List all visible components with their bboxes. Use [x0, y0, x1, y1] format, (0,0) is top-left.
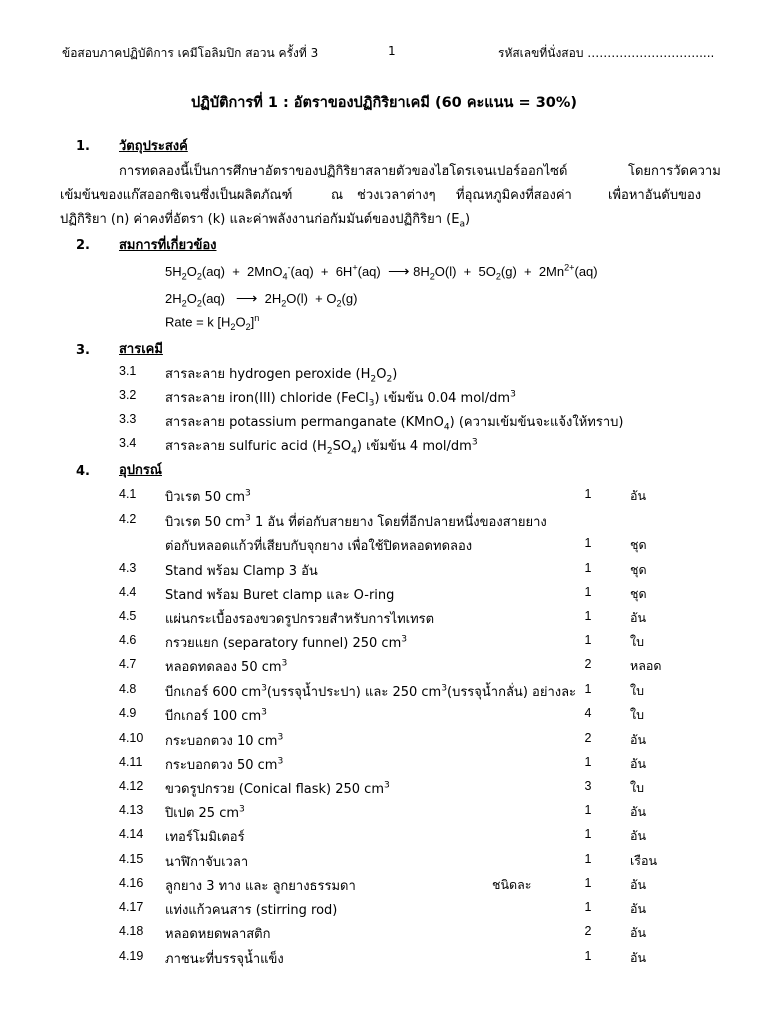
equipment-unit: ชุด	[630, 537, 647, 552]
equipment-unit: อัน	[630, 925, 647, 940]
section-3-number: 3.	[76, 343, 90, 358]
equipment-index: 4.18	[119, 924, 144, 938]
equipment-unit: ใบ	[630, 707, 645, 722]
equipment-index: 4.1	[119, 487, 137, 501]
equipment-quantity: 1	[584, 585, 592, 599]
equipment-unit: อัน	[630, 901, 647, 916]
equipment-name: นาฬิกาจับเวลา	[165, 855, 249, 870]
equipment-quantity: 1	[584, 876, 592, 890]
equipment-index: 4.4	[119, 585, 137, 599]
objective-line-3: ปฏิกิริยา (n) ค่าคงที่อัตรา (k) และค่าพลังงานก่อกัมมันต์ของปฏิกิริยา $(E_a)$	[60, 212, 471, 230]
equipment-index: 4.19	[119, 949, 144, 963]
equipment-index: 4.2	[119, 512, 137, 526]
equipment-index: 4.16	[119, 876, 144, 890]
chemical-index: 3.1	[119, 364, 137, 378]
equipment-index: 4.15	[119, 852, 144, 866]
equipment-name: แท่งแก้วคนสาร (stirring rod)	[165, 903, 338, 918]
equipment-quantity: 1	[584, 487, 592, 501]
equipment-unit: อัน	[630, 488, 647, 503]
equipment-each-label: ชนิดละ	[492, 877, 532, 892]
equipment-quantity: 1	[584, 633, 592, 647]
equipment-unit: อัน	[630, 756, 647, 771]
equipment-unit: ชุด	[630, 586, 647, 601]
equipment-name: หลอดหยดพลาสติก	[165, 927, 271, 942]
objective-line-1a: การทดลองนี้เป็นการศึกษาอัตราของปฏิกิริยาสลายตัวของไฮโดรเจนเปอร์ออกไซด์	[119, 164, 568, 179]
rate-law: Rate = k $[H_2O_2]^n$	[165, 313, 260, 332]
equation-permanganate: $5H_2O_2(aq) + 2MnO_4^-(aq) + 6H^+(aq)$ ⟶ $8H_2O(l) + 5O_2(g) + 2Mn^{2+}(aq)$	[165, 262, 598, 282]
chemical-index: 3.3	[119, 412, 137, 426]
objective-line-2e: เพื่อหาอันดับของ	[608, 188, 702, 203]
equipment-unit: อัน	[630, 804, 647, 819]
equipment-index: 4.5	[119, 609, 137, 623]
equipment-quantity: 1	[584, 900, 592, 914]
equipment-name: ขวดรูปกรวย (Conical flask) 250 $cm^3$	[165, 780, 390, 797]
equipment-name: ภาชนะที่บรรจุน้ำแข็ง	[165, 952, 284, 967]
equipment-index: 4.9	[119, 706, 137, 720]
equipment-index: 4.7	[119, 657, 137, 671]
equipment-quantity: 1	[584, 852, 592, 866]
equipment-name: เทอร์โมมิเตอร์	[165, 830, 245, 845]
equipment-unit: หลอด	[630, 658, 662, 673]
section-2-heading: สมการที่เกี่ยวข้อง	[119, 238, 217, 253]
equipment-quantity: 2	[584, 924, 592, 938]
equipment-unit: เรือน	[630, 853, 658, 868]
equipment-name: ลูกยาง 3 ทาง และ ลูกยางธรรมดา	[165, 879, 356, 894]
objective-line-2d: ที่อุณหภูมิคงที่สองค่า	[456, 188, 572, 203]
equipment-name: บิวเรต 50 $cm^3$ 1 อัน ที่ต่อกับสายยาง โดยที่อีกปลายหนึ่งของสายยาง	[165, 513, 547, 530]
equipment-unit: ใบ	[630, 634, 645, 649]
equipment-name: แผ่นกระเบื้องรองขวดรูปกรวยสำหรับการไทเทรต	[165, 612, 435, 627]
equipment-name: บีกเกอร์ 100 $cm^3$	[165, 707, 267, 724]
equipment-unit: ใบ	[630, 780, 645, 795]
equipment-name: บิวเรต 50 $cm^3$	[165, 488, 251, 505]
chemical-index: 3.4	[119, 436, 137, 450]
equipment-quantity: 1	[584, 803, 592, 817]
chemical-item: สารละลาย iron(III) chloride (FeCl$_3$) เข้มข้น 0.04 mol/$dm^3$	[165, 389, 516, 409]
equipment-unit: ชุด	[630, 562, 647, 577]
equipment-unit: อัน	[630, 877, 647, 892]
objective-line-2b: ณ	[331, 188, 344, 203]
chemical-item: สารละลาย hydrogen peroxide $(H_2O_2)$	[165, 367, 398, 385]
chemical-item: สารละลาย potassium permanganate (KMnO$_4$) (ความเข้มข้นจะแจ้งให้ทราบ)	[165, 415, 624, 433]
header-seat-number: รหัสเลขที่นั่งสอบ ……………………….....	[498, 46, 715, 60]
equipment-quantity: 1	[584, 949, 592, 963]
equipment-quantity: 3	[584, 779, 592, 793]
equipment-index: 4.8	[119, 682, 137, 696]
equipment-name: Stand พร้อม Clamp 3 อัน	[165, 564, 318, 579]
equipment-quantity: 1	[584, 682, 592, 696]
equipment-quantity: 1	[584, 609, 592, 623]
equipment-index: 4.12	[119, 779, 144, 793]
equipment-name: กรวยแยก (separatory funnel) 250 $cm^3$	[165, 634, 408, 651]
equipment-index: 4.14	[119, 827, 144, 841]
equipment-quantity: 1	[584, 755, 592, 769]
equipment-unit: อัน	[630, 732, 647, 747]
equipment-quantity: 2	[584, 731, 592, 745]
equipment-unit: อัน	[630, 828, 647, 843]
equipment-unit: อัน	[630, 950, 647, 965]
equipment-index: 4.13	[119, 803, 144, 817]
objective-line-2c: ช่วงเวลาต่างๆ	[357, 188, 436, 203]
equipment-quantity: 1	[584, 561, 592, 575]
equipment-index: 4.10	[119, 731, 144, 745]
equipment-unit: อัน	[630, 610, 647, 625]
equipment-quantity: 4	[584, 706, 592, 720]
section-2-number: 2.	[76, 238, 90, 253]
equipment-index: 4.3	[119, 561, 137, 575]
equipment-name: บีกเกอร์ 600 $cm^3$(บรรจุน้ำประปา) และ 250 $cm^3$(บรรจุน้ำกลั่น) อย่างละ	[165, 683, 577, 700]
section-1-heading: วัตถุประสงค์	[119, 139, 188, 154]
equipment-name: กระบอกตวง 50 $cm^3$	[165, 756, 284, 773]
equipment-name: ปิเปต 25 $cm^3$	[165, 804, 245, 821]
page-title: ปฏิบัติการที่ 1 : อัตราของปฏิกิริยาเคมี (60 คะแนน = 30%)	[190, 95, 578, 111]
section-3-heading: สารเคมี	[119, 342, 163, 357]
objective-line-2a: เข้มข้นของแก๊สออกซิเจนซึ่งเป็นผลิตภัณฑ์	[60, 188, 293, 203]
objective-line-1b: โดยการวัดความ	[628, 164, 721, 179]
equipment-quantity: 1	[584, 827, 592, 841]
equation-decomposition: $2H_2O_2(aq)$ ⟶ $2H_2O(l) + O_2(g)$	[165, 290, 358, 309]
section-4-heading: อุปกรณ์	[119, 463, 162, 478]
equipment-index: 4.17	[119, 900, 144, 914]
header-page-number: 1	[388, 44, 396, 58]
section-1-number: 1.	[76, 139, 90, 154]
equipment-name: หลอดทดลอง 50 $cm^3$	[165, 658, 288, 675]
equipment-quantity: 2	[584, 657, 592, 671]
equipment-name: กระบอกตวง 10 $cm^3$	[165, 732, 284, 749]
equipment-quantity: 1	[584, 536, 592, 550]
equipment-index: 4.11	[119, 755, 143, 769]
header-exam-title: ข้อสอบภาคปฏิบัติการ เคมีโอลิมปิก สอวน ครั้งที่ 3	[62, 46, 319, 60]
equipment-name: Stand พร้อม Buret clamp และ O-ring	[165, 588, 395, 603]
section-4-number: 4.	[76, 464, 90, 479]
chemical-index: 3.2	[119, 388, 137, 402]
chemical-item: สารละลาย sulfuric acid $(H_2SO_4)$ เข้มข้น 4 mol/$dm^3$	[165, 437, 478, 457]
equipment-name-continued: ต่อกับหลอดแก้วที่เสียบกับจุกยาง เพื่อใช้ปิดหลอดทดลอง	[165, 539, 473, 554]
equipment-unit: ใบ	[630, 683, 645, 698]
equipment-index: 4.6	[119, 633, 137, 647]
